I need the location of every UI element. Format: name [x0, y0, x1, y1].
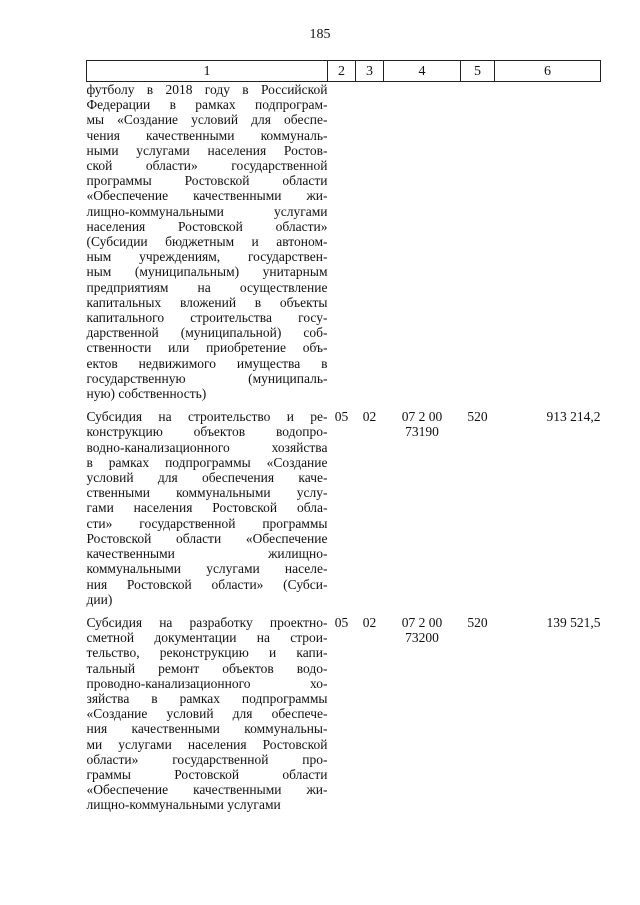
description-line: коммунальными услугами населе-	[86, 561, 328, 577]
description-line: ным (муниципальным) унитарным	[86, 264, 328, 280]
amount-value: 913 214,2	[546, 409, 601, 425]
description-line: населения Ростовской области»	[86, 218, 328, 234]
table-row	[87, 82, 601, 402]
column-number-5: 5	[461, 61, 495, 82]
description-line: предприятиям на осуществление	[86, 279, 328, 295]
column-number-3: 3	[356, 61, 384, 82]
amount-value	[495, 82, 601, 402]
description-line: Субсидия на строительство и ре-	[86, 409, 328, 425]
description-line: ную) собственность)	[86, 386, 207, 402]
row-description	[87, 615, 328, 813]
column-number-4: 4	[384, 61, 461, 82]
description-line: Ростовской области «Обеспечение	[86, 530, 328, 546]
description-line: ным учреждениям, государствен-	[86, 249, 328, 265]
description-line: ния качественными коммунальны-	[86, 721, 328, 737]
description-line: Субсидия на разработку проектно-	[86, 614, 328, 630]
row-spacer	[87, 401, 601, 409]
amount-value: 139 521,5	[546, 614, 601, 630]
row-description	[87, 409, 328, 607]
table-row	[87, 409, 601, 607]
target-item-code: 07 2 00 73200	[401, 614, 443, 646]
description-line: ния Ростовской области» (Субси-	[86, 576, 328, 592]
page-number: 185	[309, 27, 331, 42]
row-spacer	[87, 607, 601, 615]
description-line: тельство, реконструкцию и капи-	[86, 645, 328, 661]
description-line: дарственной (муниципальной) соб-	[86, 325, 328, 341]
column-number-1: 1	[87, 61, 328, 82]
description-line: качественными жилищно-	[86, 546, 328, 562]
section-code: 05	[334, 614, 349, 630]
budget-table	[86, 60, 601, 813]
description-line: области» государственной про-	[86, 751, 328, 767]
table-body	[87, 82, 601, 813]
description-line: дии)	[86, 591, 113, 607]
target-item-code	[384, 82, 461, 402]
description-line: лищно-коммунальными услугами	[86, 797, 281, 813]
description-line: условий для обеспечения каче-	[86, 470, 328, 486]
expense-type-code	[461, 82, 495, 402]
description-line: сти» государственной программы	[86, 515, 328, 531]
description-line: ской области» государственной	[86, 158, 328, 174]
description-line: «Создание условий для обеспече-	[86, 706, 328, 722]
description-line: чения качественными коммуналь-	[86, 127, 328, 143]
description-line: (Субсидии бюджетным и автоном-	[86, 234, 328, 250]
description-line: ственности или приобретение объ-	[86, 340, 328, 356]
description-line: граммы Ростовской области	[86, 766, 328, 782]
description-line: конструкцию объектов водопро-	[86, 424, 328, 440]
description-line: ектов недвижимого имущества в	[86, 355, 328, 371]
column-number-6: 6	[495, 61, 601, 82]
expense-type-code: 520	[467, 409, 488, 425]
table-row	[87, 615, 601, 813]
description-line: ными услугами населения Ростов-	[86, 142, 328, 158]
description-line: мы «Создание условий для обеспе-	[86, 112, 328, 128]
description-line: в рамках подпрограммы «Создание	[86, 454, 328, 470]
description-line: капитального строительства госу-	[86, 310, 328, 326]
description-line: зяйства в рамках подпрограммы	[86, 690, 328, 706]
description-line: лищно-коммунальными услугами	[86, 203, 328, 219]
description-line: ми услугами населения Ростовской	[86, 736, 328, 752]
column-number-2: 2	[328, 61, 356, 82]
subsection-code: 02	[362, 409, 377, 425]
row-description	[87, 82, 328, 402]
description-line: проводно-канализационного хо-	[86, 675, 328, 691]
description-line: ственными коммунальными услу-	[86, 485, 328, 501]
description-line: программы Ростовской области	[86, 173, 328, 189]
target-item-code: 07 2 00 73190	[401, 409, 443, 440]
description-line: сметной документации на строи-	[86, 630, 328, 646]
section-code	[328, 82, 356, 402]
description-line: «Обеспечение качественными жи-	[86, 782, 328, 798]
expense-type-code: 520	[467, 614, 488, 630]
column-number-row	[87, 61, 601, 82]
section-code: 05	[334, 409, 349, 425]
description-line: водно-канализационного хозяйства	[86, 439, 328, 455]
description-line: капитальных вложений в объекты	[86, 294, 328, 310]
subsection-code: 02	[362, 614, 377, 630]
description-line: «Обеспечение качественными жи-	[86, 188, 328, 204]
description-line: государственную (муниципаль-	[86, 370, 328, 386]
description-line: футболу в 2018 году в Российской	[86, 82, 328, 97]
subsection-code	[356, 82, 384, 402]
description-line: гами населения Ростовской обла-	[86, 500, 328, 516]
description-line: тальный ремонт объектов водо-	[86, 660, 328, 676]
description-line: Федерации в рамках подпрограм-	[86, 97, 328, 113]
